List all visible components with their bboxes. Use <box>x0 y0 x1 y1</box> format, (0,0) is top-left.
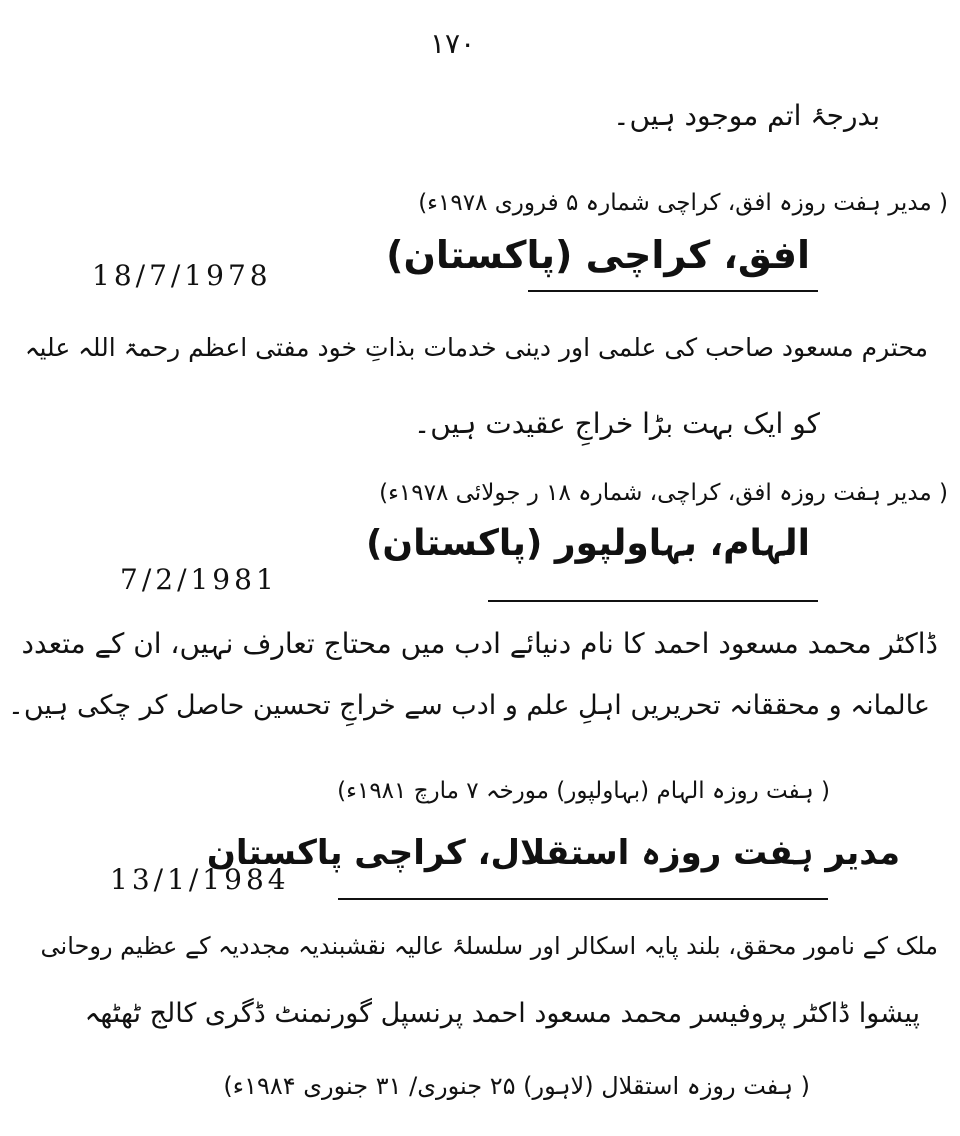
entry-3-body-line-2: پیشوا ڈاکٹر پروفیسر محمد مسعود احمد پرنسپل گورنمنٹ ڈگری کالج ٹھٹھہ <box>84 998 920 1029</box>
entry-1-title: افق، کراچی (پاکستان) <box>386 233 810 277</box>
entry-2-citation: ( مدیر ہفت روزہ افق، کراچی، شمارہ ۱۸ ر جولائی ۱۹۷۸ء) <box>379 480 948 506</box>
entry-2-title: الہام، بہاولپور (پاکستان) <box>365 523 810 564</box>
entry-1-title-underline <box>528 290 818 292</box>
entry-2-body-line-2: عالمانہ و محققانہ تحریریں اہلِ علم و ادب سے خراجِ تحسین حاصل کر چکی ہیں۔ <box>8 690 930 721</box>
entry-3-body-line-1: ملک کے نامور محقق، بلند پایہ اسکالر اور سلسلۂ عالیہ نقشبندیہ مجددیہ کے عظیم روحانی <box>40 932 938 960</box>
final-citation: ( ہفت روزہ استقلال (لاہور) ۲۵ جنوری/ ۳۱ جنوری ۱۹۸۴ء) <box>223 1072 810 1100</box>
entry-3-title: مدیر ہفت روزہ استقلال، کراچی پاکستان <box>206 833 900 873</box>
entry-2-title-underline <box>488 600 818 602</box>
intro-line: بدرجۂ اتم موجود ہیں۔ <box>613 99 880 132</box>
entry-1-body-line-1: محترم مسعود صاحب کی علمی اور دینی خدمات بذاتِ خود مفتی اعظم رحمۃ اللہ علیہ <box>24 333 928 362</box>
entry-3-citation: ( ہفت روزہ الہام (بہاولپور) مورخہ ۷ مارچ ۱۹۸۱ء) <box>337 778 830 804</box>
entry-3-title-underline <box>338 898 828 900</box>
entry-1-citation: ( مدیر ہفت روزہ افق، کراچی شمارہ ۵ فروری ۱۹۷۸ء) <box>418 190 948 216</box>
page-number: ۱۷۰ <box>430 27 476 60</box>
entry-2-body-line-1: ڈاکٹر محمد مسعود احمد کا نام دنیائے ادب میں محتاج تعارف نہیں، ان کے متعدد <box>21 627 938 660</box>
entry-2-date: 7/2/1981 <box>120 563 278 596</box>
entry-1-body-line-2: کو ایک بہت بڑا خراجِ عقیدت ہیں۔ <box>413 407 820 440</box>
entry-1-date: 18/7/1978 <box>92 259 272 292</box>
entry-3-date: 13/1/1984 <box>110 863 290 896</box>
